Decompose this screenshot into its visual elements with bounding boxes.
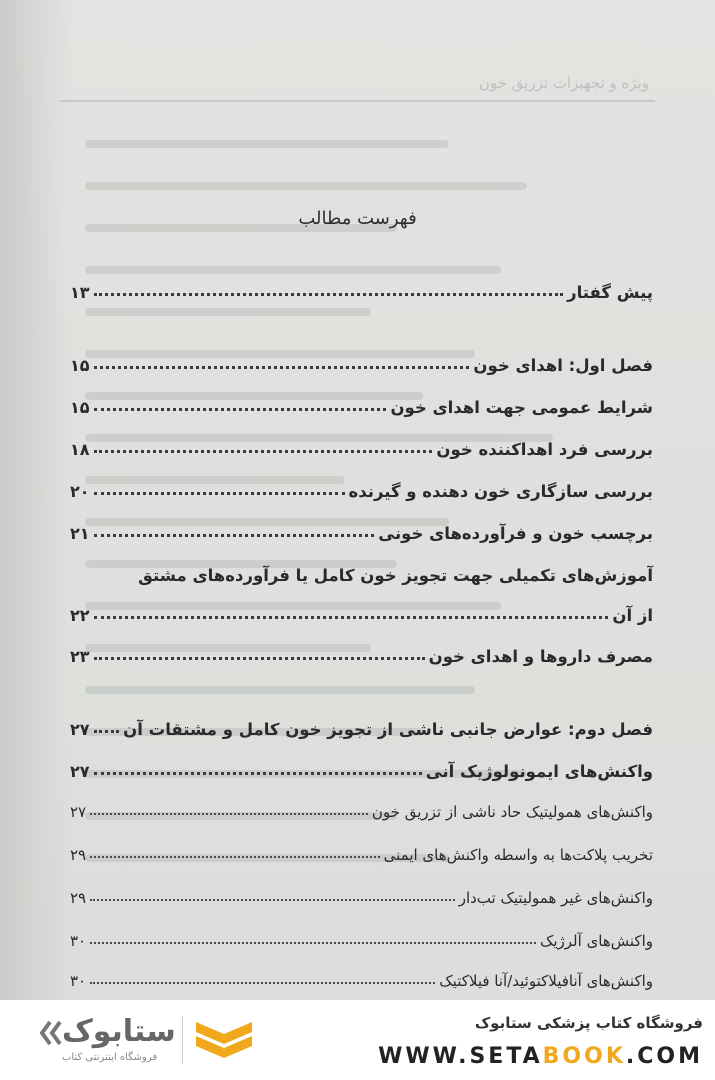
- leader-dots: [94, 450, 433, 453]
- page-title: فهرست مطالب: [298, 208, 417, 229]
- toc-label: شرایط عمومی جهت اهدای خون: [390, 398, 653, 417]
- toc-label: فصل اول: اهدای خون: [473, 356, 653, 375]
- url-prefix: WWW.SETA: [378, 1044, 543, 1069]
- toc-page: ۲۰: [70, 482, 90, 501]
- store-name: فروشگاه کتاب پزشکی ستابوک: [474, 1014, 703, 1032]
- toc-label: واکنش‌های ایمونولوژیک آنی: [425, 762, 653, 781]
- store-url[interactable]: [378, 1044, 703, 1069]
- toc-row: [70, 606, 653, 625]
- toc-page: ۲۹: [70, 846, 87, 864]
- leader-dots: [90, 813, 368, 815]
- running-header: ویژه و تجهیزات تزریق خون: [478, 74, 649, 92]
- toc-page: ۲۱: [70, 524, 90, 543]
- toc-page: ۲۲: [70, 606, 90, 625]
- leader-dots: [90, 856, 380, 858]
- toc-row: [70, 647, 653, 666]
- toc-label: واکنش‌های آنافیلاکتوئید/آنا فیلاکتیک: [439, 972, 653, 990]
- toc-page: ۱۵: [70, 356, 90, 375]
- leader-dots: [94, 657, 425, 660]
- toc-row: [70, 440, 653, 459]
- toc-label: مصرف داروها و اهدای خون: [428, 647, 653, 666]
- toc-page: ۲۷: [70, 720, 90, 739]
- url-suffix: .COM: [625, 1044, 703, 1069]
- toc-row: [70, 846, 653, 864]
- toc-row: [70, 524, 653, 543]
- toc-row: [70, 762, 653, 781]
- leader-dots: [94, 366, 470, 369]
- toc-label: بررسی سازگاری خون دهنده و گیرنده: [348, 482, 653, 501]
- toc-page: ۲۹: [70, 889, 87, 907]
- leader-dots: [94, 492, 345, 495]
- toc-label: آموزش‌های تکمیلی جهت تجویز خون کامل یا فرآورده‌های مشتق: [138, 566, 653, 585]
- toc-page: ۲۳: [70, 647, 90, 666]
- toc-row: [70, 482, 653, 501]
- toc-row: [70, 356, 653, 375]
- toc-page: ۲۷: [70, 803, 87, 821]
- store-logo-text: ستابوک: [62, 1014, 176, 1049]
- toc-label: برچسب خون و فرآورده‌های خونی: [378, 524, 653, 543]
- toc-row: [70, 889, 653, 907]
- toc-page: ۳۰: [70, 932, 87, 950]
- toc-label: واکنش‌های آلرژیک: [539, 932, 653, 950]
- toc-label: فصل دوم: عوارض جانبی ناشی از تجویز خون کامل و مشتقات آن: [123, 720, 653, 739]
- leader-dots: [94, 534, 375, 537]
- toc-label: واکنش‌های غیر همولیتیک تب‌دار: [458, 889, 653, 907]
- leader-dots: [94, 730, 120, 733]
- toc-row: [70, 283, 653, 302]
- double-chevron-icon: [40, 1018, 62, 1048]
- toc-label: پیش گفتار: [567, 283, 653, 302]
- toc-row: [70, 803, 653, 821]
- page-shadow-edge: [0, 0, 70, 1000]
- toc-label: تخریب پلاکت‌ها به واسطه واکنش‌های ایمنی: [383, 846, 653, 864]
- toc-row: [70, 720, 653, 739]
- logo-divider: [182, 1016, 183, 1064]
- leader-dots: [94, 772, 422, 775]
- toc-page: ۳۰: [70, 972, 87, 990]
- toc-label: واکنش‌های همولیتیک حاد ناشی از تزریق خون: [371, 803, 653, 821]
- leader-dots: [94, 293, 564, 296]
- leader-dots: [90, 942, 536, 944]
- store-footer: [0, 1000, 715, 1080]
- toc-row: [70, 566, 653, 585]
- toc-page: ۲۷: [70, 762, 90, 781]
- toc-row: [70, 932, 653, 950]
- url-highlight: BOOK: [542, 1044, 626, 1069]
- toc-label: از آن: [612, 606, 653, 625]
- toc-page: ۱۵: [70, 398, 90, 417]
- toc-label: بررسی فرد اهداکننده خون: [436, 440, 653, 459]
- header-rule: [60, 100, 655, 102]
- leader-dots: [90, 899, 455, 901]
- leader-dots: [90, 982, 435, 984]
- leader-dots: [94, 408, 387, 411]
- store-logo-subtitle: فروشگاه اینترنتی کتاب: [62, 1052, 158, 1063]
- toc-row: [70, 972, 653, 990]
- open-book-icon: [192, 1016, 256, 1064]
- toc-row: [70, 398, 653, 417]
- toc-page: ۱۳: [70, 283, 90, 302]
- leader-dots: [94, 616, 609, 619]
- toc-page: ۱۸: [70, 440, 90, 459]
